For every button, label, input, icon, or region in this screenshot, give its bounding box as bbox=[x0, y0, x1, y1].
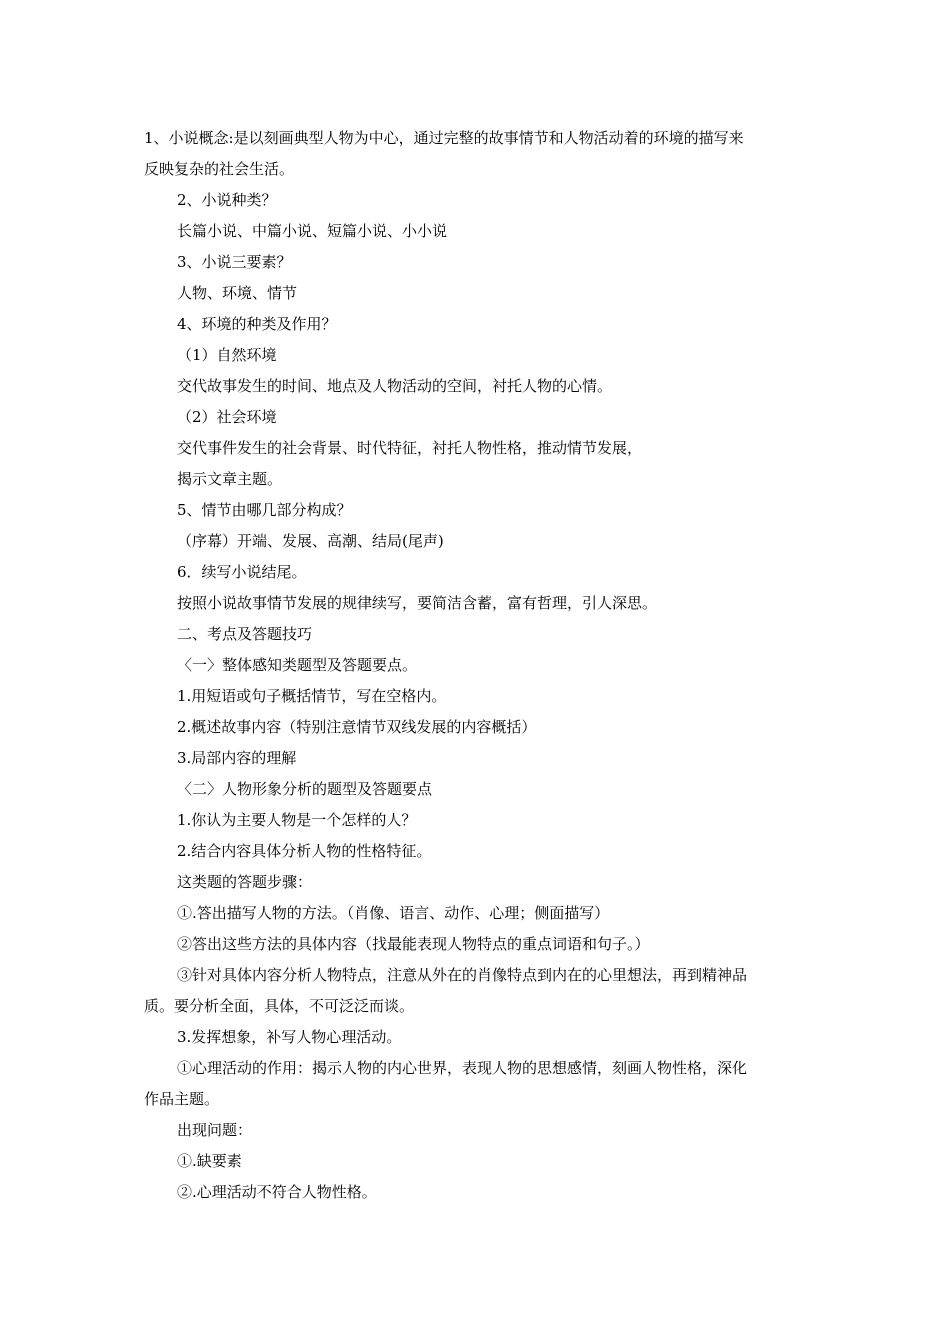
document-body bbox=[144, 123, 810, 1208]
text-line: 质。要分析全面，具体，不可泛泛而谈。 bbox=[144, 997, 415, 1015]
heading-novel-types: 2、小说种类？ bbox=[177, 191, 277, 209]
text-line: 1.用短语或句子概括情节，写在空格内。 bbox=[177, 687, 447, 705]
paragraph-novel-concept bbox=[144, 123, 810, 185]
paragraph-psychology-role bbox=[144, 1053, 810, 1115]
subheading-natural-environment: （1）自然环境 bbox=[177, 346, 277, 364]
text-line: 交代故事发生的时间、地点及人物活动的空间，衬托人物的心情。 bbox=[177, 377, 613, 395]
heading-plot-structure: 5、情节由哪几部分构成？ bbox=[177, 501, 352, 519]
heading-three-elements: 3、小说三要素？ bbox=[177, 253, 292, 271]
text-line: ③针对具体内容分析人物特点，注意从外在的肖像特点到内在的心里想法，再到精神品 bbox=[177, 966, 748, 984]
text-line: 1、小说概念:是以刻画典型人物为中心，通过完整的故事情节和人物活动着的环境的描写来 bbox=[144, 129, 744, 147]
text-line: 这类题的答题步骤： bbox=[177, 873, 313, 891]
subsection-heading-character: 〈二〉人物形象分析的题型及答题要点 bbox=[177, 780, 433, 798]
section-heading-exam-tips: 二、考点及答题技巧 bbox=[177, 625, 313, 643]
text-line: 人物、环境、情节 bbox=[177, 284, 298, 302]
text-line: 出现问题： bbox=[177, 1121, 253, 1139]
text-line: 交代事件发生的社会背景、时代特征，衬托人物性格，推动情节发展， bbox=[177, 439, 643, 457]
text-line: ②答出这些方法的具体内容（找最能表现人物特点的重点词语和句子。） bbox=[177, 935, 650, 953]
text-line: 2.结合内容具体分析人物的性格特征。 bbox=[177, 842, 432, 860]
text-line: 揭示文章主题。 bbox=[177, 470, 283, 488]
text-line: 2.概述故事内容（特别注意情节双线发展的内容概括） bbox=[177, 718, 537, 736]
text-line: ①.缺要素 bbox=[177, 1152, 242, 1170]
heading-continue-ending: 6．续写小说结尾。 bbox=[177, 563, 307, 581]
heading-environment: 4、环境的种类及作用？ bbox=[177, 315, 337, 333]
text-line: 按照小说故事情节发展的规律续写，要简洁含蓄，富有哲理，引人深思。 bbox=[177, 594, 658, 612]
text-line: 作品主题。 bbox=[144, 1090, 220, 1108]
paragraph-step-three bbox=[144, 960, 810, 1022]
text-line: ①.答出描写人物的方法。（肖像、语言、动作、心理；侧面描写） bbox=[177, 904, 610, 922]
subsection-heading-overall: 〈一〉整体感知类题型及答题要点。 bbox=[177, 656, 418, 674]
text-line: ①心理活动的作用：揭示人物的内心世界，表现人物的思想感情，刻画人物性格，深化 bbox=[177, 1059, 748, 1077]
text-line: （序幕）开端、发展、高潮、结局(尾声) bbox=[177, 532, 444, 550]
text-line: 长篇小说、中篇小说、短篇小说、小小说 bbox=[177, 222, 448, 240]
text-line: ②.心理活动不符合人物性格。 bbox=[177, 1183, 377, 1201]
text-line: 反映复杂的社会生活。 bbox=[144, 160, 295, 178]
subheading-social-environment: （2）社会环境 bbox=[177, 408, 277, 426]
text-line: 1.你认为主要人物是一个怎样的人？ bbox=[177, 811, 417, 829]
text-line: 3.局部内容的理解 bbox=[177, 749, 297, 767]
text-line: 3.发挥想象，补写人物心理活动。 bbox=[177, 1028, 402, 1046]
